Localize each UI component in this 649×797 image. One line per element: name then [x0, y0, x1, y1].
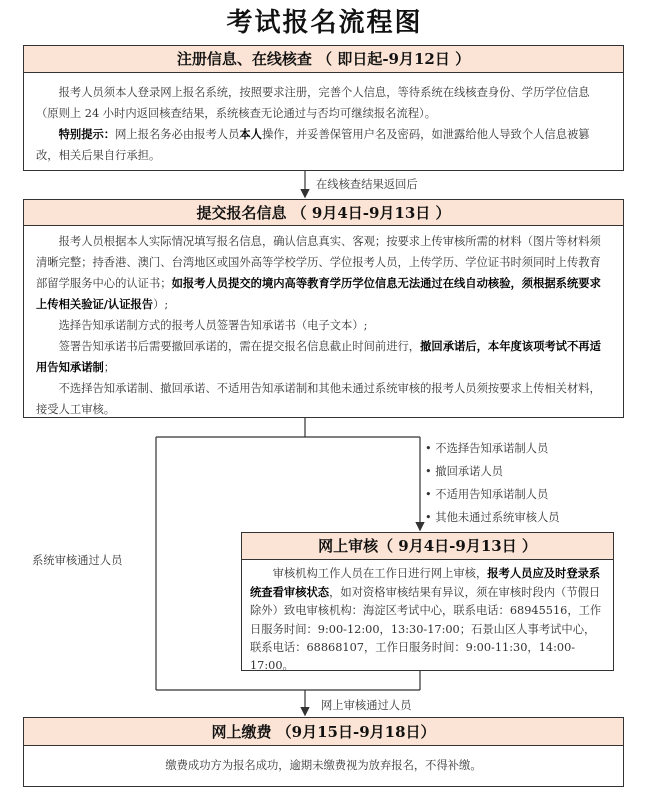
special-notice-label: 特别提示： [58, 127, 116, 141]
step-submit-header: 提交报名信息 （ 9月4日-9月13日 ） [24, 200, 623, 226]
payment-text: 缴费成功方为报名成功，逾期未缴费视为放弃报名，不得补缴。 [165, 759, 482, 772]
submit-paragraph-4: 不选择告知承诺制、撤回承诺、不适用告知承诺制和其他未通过系统审核的报考人员须按要求上传相关材料，接受人工审核。 [36, 382, 601, 416]
review-contact-text: ，如对资格审核结果有异议，须在审核时段内（节假日除外）致电审核机构：海淀区考试中心，联系电话：68945516，工作日服务时间：9:00-12:00，13:30-17:00；石景山区人事考试中心，联系电话：68868107，工作日服务时间：9:00-11:30，14:00-17:00。 [250, 586, 602, 673]
review-text: 审核机构工作人员在工作日进行网上审核， [272, 567, 488, 580]
arrow2-label: 网上审核通过人员 [321, 699, 412, 712]
manual-review-list-item: • 撤回承诺人员 [425, 465, 504, 478]
notice-text-2: 操作，并妥善保管用户名及密码，如泄露给他人导致个人信息被篡改，相关后果自行承担。 [36, 128, 590, 162]
submit-p3-end: ； [103, 361, 116, 374]
review-emphasis: 报考人员应及时登录系统查看审核状态 [250, 566, 601, 600]
submit-p3-emphasis: 撤回承诺后，本年度该项考试不再适用告知承诺制 [36, 339, 601, 374]
step-payment-header: 网上缴费 （9月15日-9月18日） [24, 718, 623, 746]
submit-p3-text: 签署告知承诺书后需要撤回承诺的，需在提交报名信息截止时间前进行， [58, 340, 421, 353]
page-title: 考试报名流程图 [226, 8, 423, 38]
notice-text-1: 网上报名务必由报考人员 [115, 128, 240, 141]
manual-review-list-item: • 不适用告知承诺制人员 [425, 488, 549, 501]
submit-p1-end: ）; [153, 298, 169, 311]
manual-review-list-item: • 不选择告知承诺制人员 [425, 442, 549, 455]
step-review-header: 网上审核（ 9月4日-9月13日 ） [242, 533, 613, 560]
arrow1-label: 在线核查结果返回后 [316, 178, 418, 191]
notice-self-emphasis: 本人 [239, 127, 262, 141]
step-register-header: 注册信息、在线核查 （ 即日起-9月12日 ） [24, 46, 623, 73]
submit-paragraph-2: 选择告知承诺制方式的报考人员签署告知承诺书（电子文本）; [58, 319, 368, 332]
submit-p1-emphasis: 如报考人员提交的境内高等教育学历学位信息无法通过在线自动核验，须根据系统要求上传相关验证/认证报告 [36, 276, 601, 311]
system-pass-label: 系统审核通过人员 [32, 554, 123, 567]
submit-p1-text: 报考人员根据本人实际情况填写报名信息，确认信息真实、客观；按要求上传审核所需的材料（图片等材料须清晰完整；持香港、澳门、台湾地区或国外高等学校学历、学位报考人员，上传学历、学位证书时须同时上传教育部留学服务中心的认证书； [36, 235, 601, 290]
manual-review-list-item: • 其他未通过系统审核人员 [425, 511, 560, 524]
register-paragraph-1: 报考人员须本人登录网上报名系统，按照要求注册，完善个人信息，等待系统在线核查身份、学历学位信息（原则上 24 小时内返回核查结果，系统核查无论通过与否均可继续报名流程）。 [36, 86, 590, 120]
